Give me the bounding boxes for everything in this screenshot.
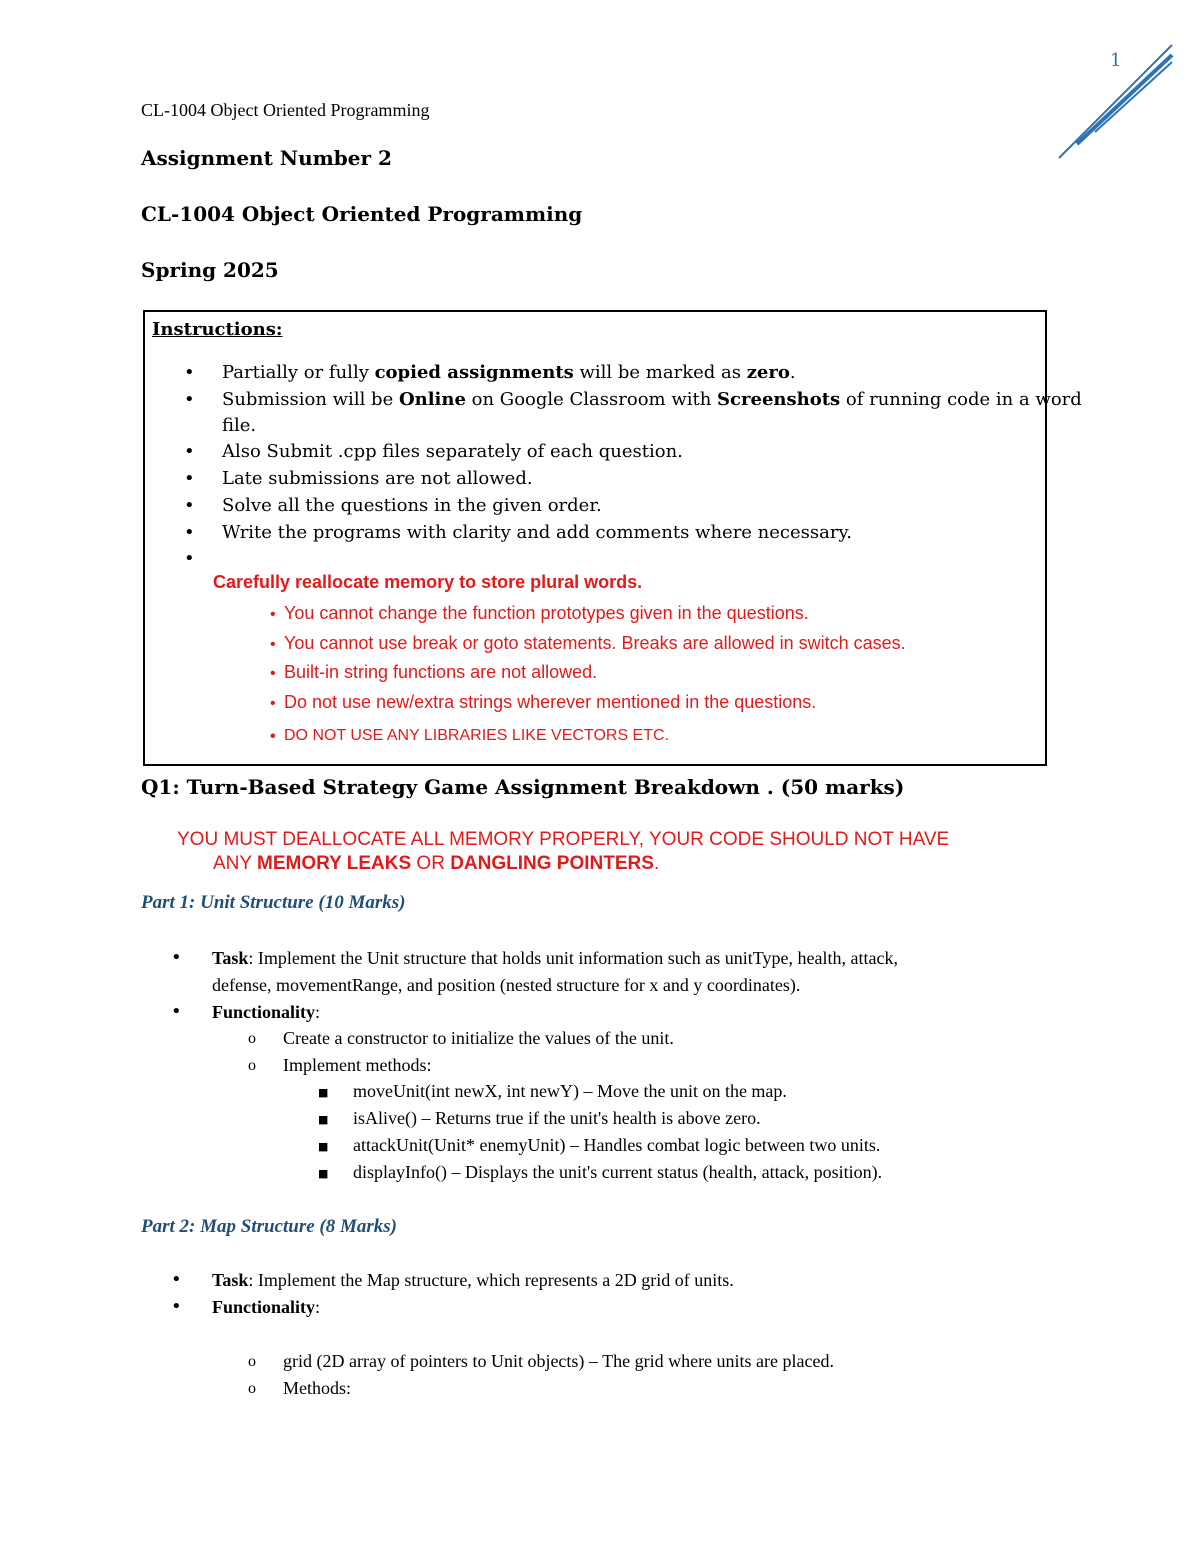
red-bullet-icon: • xyxy=(270,636,276,653)
red-instruction-item: Do not use new/extra strings wherever mentioned in the questions. xyxy=(284,692,817,712)
part2-subitem: grid (2D array of pointers to Unit objects) – The grid where units are placed. xyxy=(283,1351,834,1371)
method-item: attackUnit(Unit* enemyUnit) – Handles combat logic between two units. xyxy=(353,1135,881,1155)
running-header: CL-1004 Object Oriented Programming xyxy=(141,100,430,120)
bullet-icon: • xyxy=(184,389,195,410)
instruction-item: Partially or fully copied assignments will be marked as zero. xyxy=(222,362,796,383)
square-bullet-icon: ■ xyxy=(318,1167,329,1180)
red-bullet-icon: • xyxy=(270,606,276,623)
memory-warning-continued: ANY MEMORY LEAKS OR DANGLING POINTERS. xyxy=(213,853,660,874)
bullet-icon: • xyxy=(171,947,182,968)
part2-subitem: Methods: xyxy=(283,1378,352,1398)
instruction-item: Submission will be Online on Google Classroom with Screenshots of running code in a word xyxy=(222,389,1082,410)
part1-subitem: Implement methods: xyxy=(283,1055,432,1075)
red-instruction-item: You cannot use break or goto statements. Breaks are allowed in switch cases. xyxy=(284,633,906,653)
assignment-title: Assignment Number 2 xyxy=(141,146,392,170)
corner-stripes-icon xyxy=(1055,40,1180,165)
red-instruction-item: DO NOT USE ANY LIBRARIES LIKE VECTORS ETC. xyxy=(284,727,669,744)
course-title: CL-1004 Object Oriented Programming xyxy=(141,202,583,226)
bullet-icon: • xyxy=(184,468,195,489)
bullet-icon: • xyxy=(184,495,195,516)
memory-warning: YOU MUST DEALLOCATE ALL MEMORY PROPERLY, YOUR CODE SHOULD NOT HAVE xyxy=(177,829,950,850)
circle-bullet-icon: o xyxy=(248,1353,256,1370)
square-bullet-icon: ■ xyxy=(318,1140,329,1153)
part1-task-continued: defense, movementRange, and position (nested structure for x and y coordinates). xyxy=(212,975,801,995)
circle-bullet-icon: o xyxy=(248,1057,256,1074)
part2-task: Task: Implement the Map structure, which represents a 2D grid of units. xyxy=(212,1270,734,1290)
instruction-item-continued: file. xyxy=(222,415,257,436)
red-bullet-icon: • xyxy=(270,665,276,682)
method-item: displayInfo() – Displays the unit's current status (health, attack, position). xyxy=(353,1162,883,1182)
circle-bullet-icon: o xyxy=(248,1380,256,1397)
method-item: isAlive() – Returns true if the unit's health is above zero. xyxy=(353,1108,761,1128)
bullet-icon: • xyxy=(184,522,195,543)
part1-heading: Part 1: Unit Structure (10 Marks) xyxy=(141,892,406,913)
red-instruction-item: Built-in string functions are not allowed. xyxy=(284,662,598,682)
term-title: Spring 2025 xyxy=(141,258,279,282)
bullet-icon: • xyxy=(184,362,195,383)
red-bullet-icon: • xyxy=(270,695,276,712)
page-number: 1 xyxy=(1110,50,1122,71)
bullet-icon: • xyxy=(171,1001,182,1022)
circle-bullet-icon: o xyxy=(248,1030,256,1047)
part1-subitem: Create a constructor to initialize the values of the unit. xyxy=(283,1028,674,1048)
part2-heading: Part 2: Map Structure (8 Marks) xyxy=(141,1216,397,1237)
red-instruction-item: You cannot change the function prototypes given in the questions. xyxy=(284,603,809,623)
instructions-heading: Instructions: xyxy=(152,319,283,340)
square-bullet-icon: ■ xyxy=(318,1086,329,1099)
bullet-icon: • xyxy=(171,1296,182,1317)
part2-functionality: Functionality: xyxy=(212,1297,321,1317)
red-instruction-heading: Carefully reallocate memory to store plural words. xyxy=(213,572,643,592)
bullet-icon: • xyxy=(184,548,195,569)
part1-functionality: Functionality: xyxy=(212,1002,321,1022)
instruction-item: Late submissions are not allowed. xyxy=(222,468,533,489)
method-item: moveUnit(int newX, int newY) – Move the unit on the map. xyxy=(353,1081,787,1101)
part1-task: Task: Implement the Unit structure that holds unit information such as unitType, health, attack, xyxy=(212,948,898,968)
red-bullet-icon: • xyxy=(270,728,276,745)
bullet-icon: • xyxy=(171,1269,182,1290)
instruction-item: Also Submit .cpp files separately of each question. xyxy=(222,441,683,462)
bullet-icon: • xyxy=(184,441,195,462)
square-bullet-icon: ■ xyxy=(318,1113,329,1126)
instruction-item: Write the programs with clarity and add comments where necessary. xyxy=(222,522,852,543)
question-title: Q1: Turn-Based Strategy Game Assignment Breakdown . (50 marks) xyxy=(141,775,905,799)
instruction-item: Solve all the questions in the given order. xyxy=(222,495,602,516)
